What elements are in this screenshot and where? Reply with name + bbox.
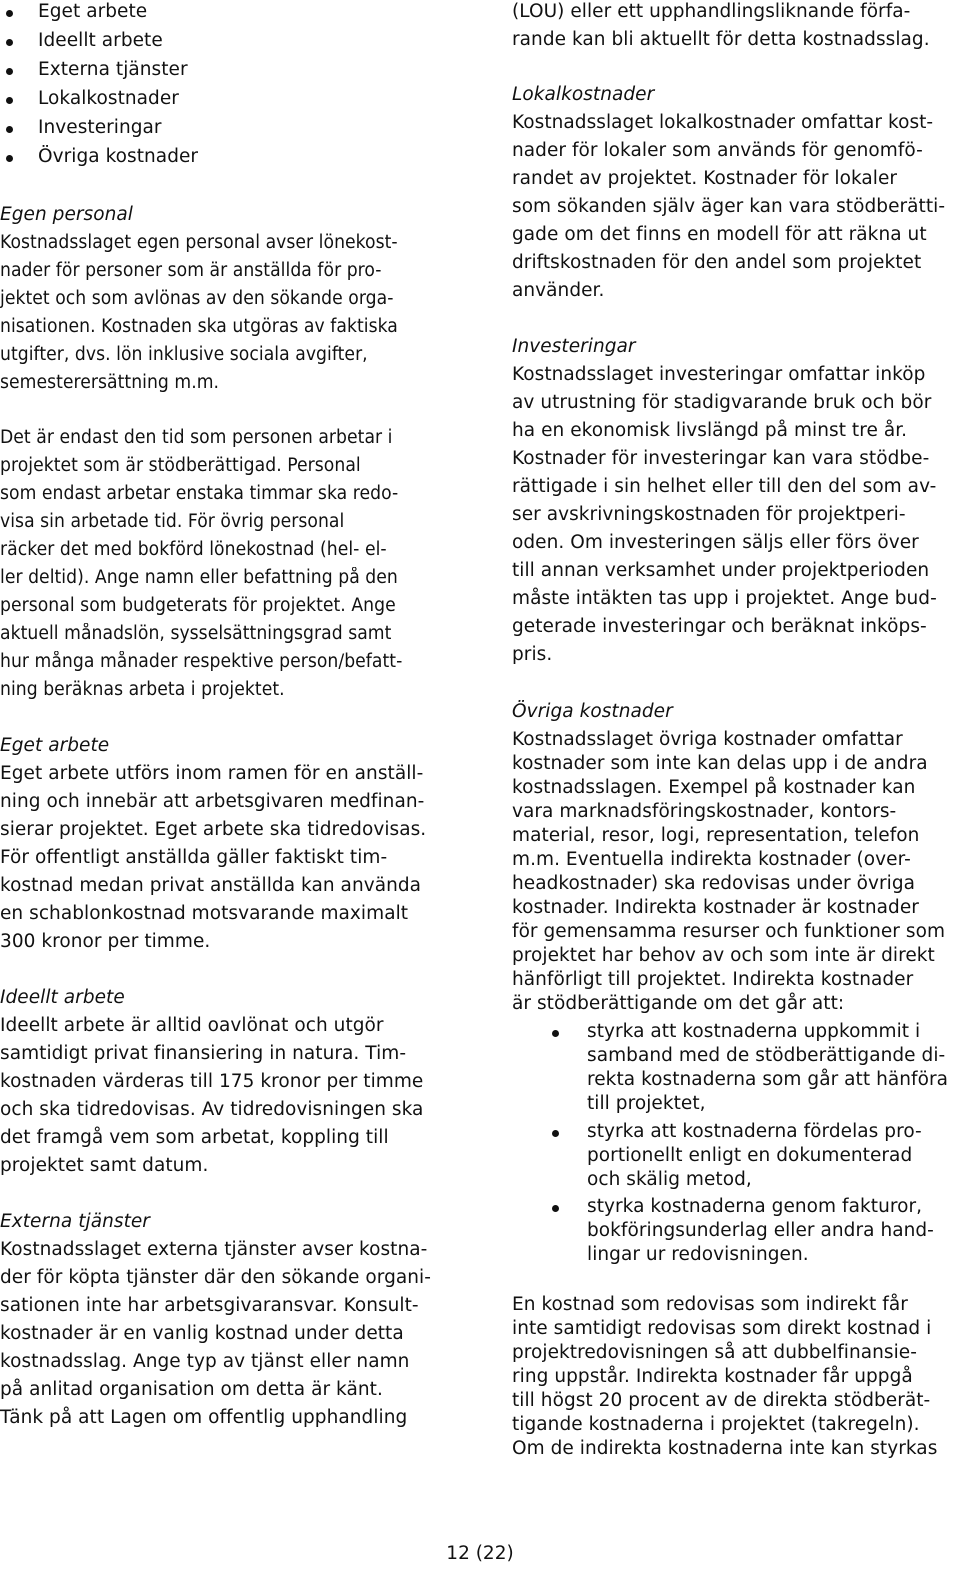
paragraph-line: jektet och som avlönas av den sökande orga- <box>0 288 394 309</box>
list-item: Övriga kostnader <box>38 146 199 167</box>
list-item: bokföringsunderlag eller andra hand- <box>587 1220 934 1241</box>
list-item: Lokalkostnader <box>38 88 179 109</box>
paragraph-line: oden. Om investeringen säljs eller förs över <box>512 532 919 553</box>
bullet-icon <box>6 39 13 46</box>
section-heading-egen-personal: Egen personal <box>0 204 133 225</box>
paragraph-line: personal som budgeterats för projektet. Ange <box>0 595 396 616</box>
bullet-icon <box>6 68 13 75</box>
list-item: rekta kostnaderna som går att hänföra <box>587 1069 949 1090</box>
paragraph-line: kostnaden värderas till 175 kronor per timme <box>0 1071 424 1092</box>
paragraph-line: För offentligt anställda gäller faktiskt tim- <box>0 847 388 868</box>
list-item: styrka kostnaderna genom fakturor, <box>587 1196 923 1217</box>
list-item: styrka att kostnaderna uppkommit i <box>587 1021 921 1042</box>
paragraph-line: nader för personer som är anställda för pro- <box>0 260 382 281</box>
bullet-icon <box>552 1205 559 1212</box>
paragraph-line: geterade investeringar och beräknat inköps- <box>512 616 927 637</box>
paragraph-line: randet av projektet. Kostnader för lokaler <box>512 168 898 189</box>
paragraph-line: samtidigt privat finansiering in natura. Tim- <box>0 1043 407 1064</box>
paragraph-line: för gemensamma resurser och funktioner som <box>512 921 946 942</box>
list-item: till projektet, <box>587 1093 706 1114</box>
paragraph-line: driftskostnaden för den andel som projektet <box>512 252 922 273</box>
section-heading-eget-arbete: Eget arbete <box>0 735 110 756</box>
paragraph-line: kostnadsslagen. Exempel på kostnader kan <box>512 777 916 798</box>
paragraph-line: material, resor, logi, representation, telefon <box>512 825 920 846</box>
paragraph-line: visa sin arbetade tid. För övrig personal <box>0 511 345 532</box>
paragraph-line: av utrustning för stadigvarande bruk och bör <box>512 392 932 413</box>
section-heading-ovriga-kostnader: Övriga kostnader <box>512 701 673 722</box>
paragraph-line: Kostnadsslaget övriga kostnader omfattar <box>512 729 903 750</box>
paragraph-line: En kostnad som redovisas som indirekt får <box>512 1294 908 1315</box>
paragraph-line: använder. <box>512 280 605 301</box>
paragraph-line: ning och innebär att arbetsgivaren medfinan- <box>0 791 425 812</box>
paragraph-line: kostnader. Indirekta kostnader är kostnader <box>512 897 919 918</box>
bullet-icon <box>6 155 13 162</box>
paragraph-line: måste intäkten tas upp i projektet. Ange bud- <box>512 588 937 609</box>
paragraph-line: der för köpta tjänster där den sökande organi- <box>0 1267 431 1288</box>
paragraph-line: Tänk på att Lagen om offentlig upphandling <box>0 1407 408 1428</box>
list-item: portionellt enligt en dokumenterad <box>587 1145 913 1166</box>
paragraph-line: (LOU) eller ett upphandlingsliknande förfa- <box>512 1 911 22</box>
paragraph-line: aktuell månadslön, sysselsättningsgrad samt <box>0 623 392 644</box>
paragraph-line: Ideellt arbete är alltid oavlönat och utgör <box>0 1015 384 1036</box>
paragraph-line: ha en ekonomisk livslängd på minst tre år. <box>512 420 908 441</box>
paragraph-line: Eget arbete utförs inom ramen för en anställ- <box>0 763 424 784</box>
bullet-icon <box>6 126 13 133</box>
paragraph-line: rättigade i sin helhet eller till den del som av- <box>512 476 937 497</box>
bullet-icon <box>552 1130 559 1137</box>
paragraph-line: nisationen. Kostnaden ska utgöras av faktiska <box>0 316 398 337</box>
paragraph-line: hur många månader respektive person/befatt- <box>0 651 403 672</box>
paragraph-line: rande kan bli aktuellt för detta kostnadsslag. <box>512 29 930 50</box>
paragraph-line: semesterersättning m.m. <box>0 372 220 393</box>
paragraph-line: Det är endast den tid som personen arbetar i <box>0 427 393 448</box>
list-item: styrka att kostnaderna fördelas pro- <box>587 1121 922 1142</box>
paragraph-line: tigande kostnaderna i projektet (takregeln). <box>512 1414 920 1435</box>
section-heading-lokalkostnader: Lokalkostnader <box>512 84 655 105</box>
paragraph-line: kostnader är en vanlig kostnad under detta <box>0 1323 404 1344</box>
paragraph-line: och ska tidredovisas. Av tidredovisningen ska <box>0 1099 424 1120</box>
paragraph-line: som endast arbetar enstaka timmar ska redo- <box>0 483 399 504</box>
list-item: och skälig metod, <box>587 1169 752 1190</box>
paragraph-line: kostnader som inte kan delas upp i de andra <box>512 753 928 774</box>
paragraph-line: på anlitad organisation om detta är känt. <box>0 1379 383 1400</box>
paragraph-line: Kostnadsslaget investeringar omfattar inköp <box>512 364 926 385</box>
paragraph-line: räcker det med bokförd lönekostnad (hel- el- <box>0 539 387 560</box>
paragraph-line: som sökanden själv äger kan vara stödberätti- <box>512 196 946 217</box>
list-item: samband med de stödberättigande di- <box>587 1045 946 1066</box>
bullet-icon <box>6 10 13 17</box>
paragraph-line: det framgå vem som arbetat, koppling till <box>0 1127 389 1148</box>
paragraph-line: kostnad medan privat anställda kan använda <box>0 875 422 896</box>
section-heading-externa-tjanster: Externa tjänster <box>0 1211 150 1232</box>
paragraph-line: hänförligt till projektet. Indirekta kostnader <box>512 969 914 990</box>
paragraph-line: Kostnader för investeringar kan vara stödbe- <box>512 448 930 469</box>
paragraph-line: till annan verksamhet under projektperioden <box>512 560 930 581</box>
paragraph-line: sierar projektet. Eget arbete ska tidredovisas. <box>0 819 427 840</box>
list-item: Ideellt arbete <box>38 30 163 51</box>
paragraph-line: gade om det finns en modell för att räkna ut <box>512 224 927 245</box>
paragraph-line: ler deltid). Ange namn eller befattning på den <box>0 567 398 588</box>
paragraph-line: projektet samt datum. <box>0 1155 209 1176</box>
paragraph-line: projektredovisningen så att dubbelfinansie- <box>512 1342 917 1363</box>
paragraph-line: projektet har behov av och som inte är direkt <box>512 945 935 966</box>
paragraph-line: Kostnadsslaget externa tjänster avser kostna- <box>0 1239 428 1260</box>
list-item: Investeringar <box>38 117 162 138</box>
paragraph-line: Om de indirekta kostnaderna inte kan styrkas <box>512 1438 938 1459</box>
list-item: lingar ur redovisningen. <box>587 1244 809 1265</box>
paragraph-line: inte samtidigt redovisas som direkt kostnad i <box>512 1318 932 1339</box>
paragraph-line: 300 kronor per timme. <box>0 931 211 952</box>
paragraph-line: vara marknadsföringskostnader, kontors- <box>512 801 897 822</box>
paragraph-line: m.m. Eventuella indirekta kostnader (over- <box>512 849 911 870</box>
paragraph-line: Kostnadsslaget lokalkostnader omfattar kost- <box>512 112 934 133</box>
paragraph-line: ning beräknas arbeta i projektet. <box>0 679 285 700</box>
list-item: Externa tjänster <box>38 59 188 80</box>
page-number: 12 (22) <box>446 1543 514 1564</box>
bullet-icon <box>6 97 13 104</box>
bullet-icon <box>552 1030 559 1037</box>
list-item: Eget arbete <box>38 1 148 22</box>
paragraph-line: Kostnadsslaget egen personal avser lönekost- <box>0 232 398 253</box>
paragraph-line: headkostnader) ska redovisas under övriga <box>512 873 916 894</box>
paragraph-line: är stödberättigande om det går att: <box>512 993 845 1014</box>
paragraph-line: nader för lokaler som används för genomfö- <box>512 140 923 161</box>
paragraph-line: sationen inte har arbetsgivaransvar. Konsult- <box>0 1295 419 1316</box>
paragraph-line: en schablonkostnad motsvarande maximalt <box>0 903 409 924</box>
paragraph-line: till högst 20 procent av de direkta stödberät- <box>512 1390 931 1411</box>
paragraph-line: pris. <box>512 644 553 665</box>
paragraph-line: kostnadsslag. Ange typ av tjänst eller namn <box>0 1351 410 1372</box>
paragraph-line: projektet som är stödberättigad. Personal <box>0 455 361 476</box>
paragraph-line: utgifter, dvs. lön inklusive sociala avgifter, <box>0 344 368 365</box>
section-heading-ideellt-arbete: Ideellt arbete <box>0 987 125 1008</box>
paragraph-line: ring uppstår. Indirekta kostnader får uppgå <box>512 1366 913 1387</box>
paragraph-line: ser avskrivningskostnaden för projektperi- <box>512 504 906 525</box>
section-heading-investeringar: Investeringar <box>512 336 636 357</box>
